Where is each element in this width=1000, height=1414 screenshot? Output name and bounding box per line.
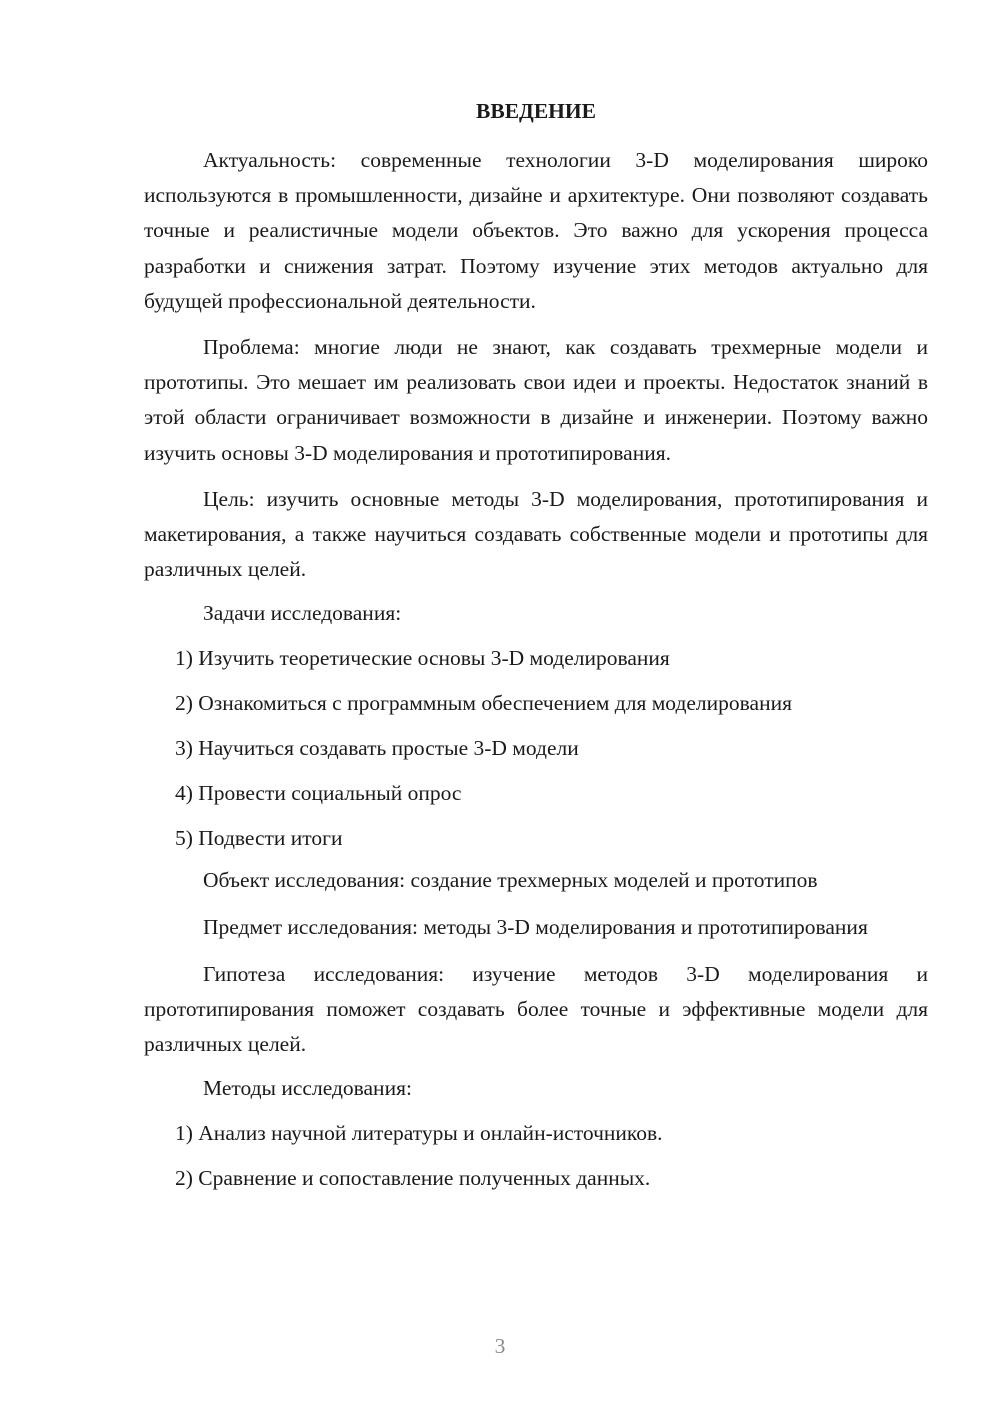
problem-paragraph: Проблема: многие люди не знают, как создавать трехмерные модели и прототипы. Это мешает им реализовать свои идеи и проекты. Недостаток знаний в этой области ограничивает возможности в дизайне и инженерии. Поэтому важно изучить основы 3-D моделирования и прототипирования. xyxy=(144,335,928,465)
goal-paragraph: Цель: изучить основные методы 3-D моделирования, прототипирования и макетирования, а также научиться создавать собственные модели и прототипы для различных целей. xyxy=(144,486,928,582)
methods-list xyxy=(144,1118,928,1193)
tasks-heading: Задачи исследования: xyxy=(203,601,402,626)
methods-heading: Методы исследования: xyxy=(203,1076,412,1101)
list-item: 3) Научиться создавать простые 3-D модели xyxy=(175,736,579,761)
subject-paragraph: Предмет исследования: методы 3-D моделирования и прототипирования xyxy=(203,915,868,940)
tasks-list xyxy=(144,643,928,853)
list-item: 2) Сравнение и сопоставление полученных данных. xyxy=(175,1166,651,1191)
list-item: 2) Ознакомиться с программным обеспечением для моделирования xyxy=(175,691,792,716)
relevance-paragraph: Актуальность: современные технологии 3-D моделирования широко используются в промышленности, дизайне и архитектуре. Они позволяют создавать точные и реалистичные модели объектов. Это важно для ускорения процесса разработки и снижения затрат. Поэтому изучение этих методов актуально для будущей профессиональной деятельности. xyxy=(144,148,928,313)
list-item: 1) Изучить теоретические основы 3-D моделирования xyxy=(175,646,670,671)
page-number: 3 xyxy=(494,1334,506,1358)
list-item: 1) Анализ научной литературы и онлайн-источников. xyxy=(175,1121,663,1146)
object-line: Объект исследования: создание трехмерных моделей и прототипов xyxy=(203,868,818,893)
list-item: 5) Подвести итоги xyxy=(175,826,343,851)
list-item: 4) Провести социальный опрос xyxy=(175,781,462,806)
page-content xyxy=(144,96,928,1208)
hypothesis-paragraph: Гипотеза исследования: изучение методов 3-D моделирования и прототипирования поможет создавать более точные и эффективные модели для различных целей. xyxy=(144,961,928,1057)
page-title: ВВЕДЕНИЕ xyxy=(476,99,596,123)
